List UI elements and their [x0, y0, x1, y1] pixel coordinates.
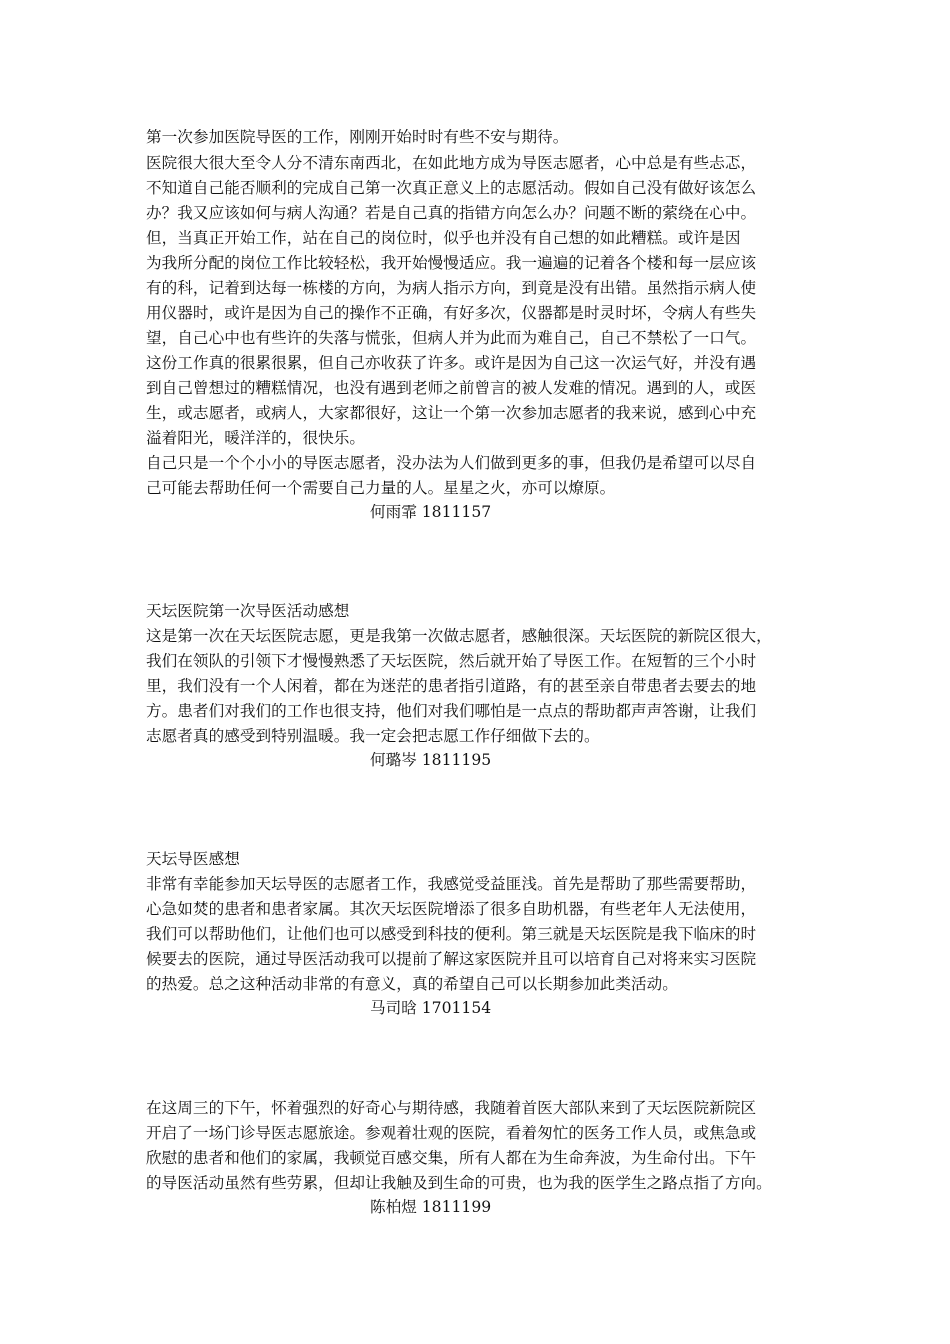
essay-4-line-1: 在这周三的下午，怀着强烈的好奇心与期待感，我随着首医大部队来到了天坛医院新院区	[146, 1099, 757, 1117]
essay-4-signature: 陈柏煜 1811199	[370, 1198, 492, 1216]
essay-1-line-13: 溢着阳光，暖洋洋的，很快乐。	[146, 429, 366, 447]
essay-2-title: 天坛医院第一次导医活动感想	[146, 602, 350, 620]
essay-2-signature: 何璐岑 1811195	[370, 751, 492, 769]
essay-1-line-10: 这份工作真的很累很累，但自己亦收获了许多。或许是因为自己这一次运气好，并没有遇	[146, 354, 757, 372]
essay-3-line-1: 非常有幸能参加天坛导医的志愿者工作，我感觉受益匪浅。首先是帮助了那些需要帮助，	[146, 875, 757, 893]
essay-3-signature: 马司晗 1701154	[370, 999, 492, 1017]
essay-1-line-7: 有的科，记着到达每一栋楼的方向，为病人指示方向，到竟是没有出错。虽然指示病人使	[146, 279, 757, 297]
essay-1-line-14: 自己只是一个个小小的导医志愿者，没办法为人们做到更多的事，但我仍是希望可以尽自	[146, 454, 757, 472]
essay-1-line-12: 生，或志愿者，或病人，大家都很好，这让一个第一次参加志愿者的我来说，感到心中充	[146, 404, 757, 422]
essay-1-line-3: 不知道自己能否顺利的完成自己第一次真正意义上的志愿活动。假如自己没有做好该怎么	[146, 179, 757, 197]
essay-1-line-15: 己可能去帮助任何一个需要自己力量的人。星星之火，亦可以燎原。	[146, 479, 616, 497]
essay-2-line-4: 方。患者们对我们的工作也很支持，他们对我们哪怕是一点点的帮助都声声答谢，让我们	[146, 702, 757, 720]
essay-1-line-11: 到自己曾想过的糟糕情况，也没有遇到老师之前曾言的被人发难的情况。遇到的人，或医	[146, 379, 757, 397]
essay-4-line-3: 欣慰的患者和他们的家属，我顿觉百感交集，所有人都在为生命奔波，为生命付出。下午	[146, 1149, 757, 1167]
essay-2-line-3: 里，我们没有一个人闲着，都在为迷茫的患者指引道路，有的甚至亲自带患者去要去的地	[146, 677, 757, 695]
essay-1-line-1: 第一次参加医院导医的工作，刚刚开始时时有些不安与期待。	[146, 128, 569, 146]
essay-3-line-2: 心急如焚的患者和患者家属。其次天坛医院增添了很多自助机器，有些老年人无法使用，	[146, 900, 757, 918]
essay-1-line-2: 医院很大很大至令人分不清东南西北，在如此地方成为导医志愿者，心中总是有些忐忑，	[146, 154, 757, 172]
essay-3-line-4: 候要去的医院，通过导医活动我可以提前了解这家医院并且可以培育自己对将来实习医院	[146, 950, 757, 968]
essay-3-title: 天坛导医感想	[146, 850, 240, 868]
essay-1-signature: 何雨霏 1811157	[370, 503, 492, 521]
essay-1-line-4: 办？我又应该如何与病人沟通？若是自己真的指错方向怎么办？问题不断的萦绕在心中。	[146, 204, 757, 222]
essay-2-line-1: 这是第一次在天坛医院志愿，更是我第一次做志愿者，感触很深。天坛医院的新院区很大，	[146, 627, 772, 645]
essay-1-line-8: 用仪器时，或许是因为自己的操作不正确，有好多次，仪器都是时灵时坏，令病人有些失	[146, 304, 757, 322]
essay-4-line-4: 的导医活动虽然有些劳累，但却让我触及到生命的可贵，也为我的医学生之路点指了方向。	[146, 1174, 772, 1192]
essay-3-line-3: 我们可以帮助他们，让他们也可以感受到科技的便利。第三就是天坛医院是我下临床的时	[146, 925, 757, 943]
essay-1-line-5: 但，当真正开始工作，站在自己的岗位时，似乎也并没有自己想的如此糟糕。或许是因	[146, 229, 741, 247]
essay-4-line-2: 开启了一场门诊导医志愿旅途。参观着壮观的医院，看着匆忙的医务工作人员，或焦急或	[146, 1124, 757, 1142]
essay-2-line-5: 志愿者真的感受到特别温暖。我一定会把志愿工作仔细做下去的。	[146, 727, 600, 745]
essay-1-line-9: 望，自己心中也有些许的失落与慌张，但病人并为此而为难自己，自己不禁松了一口气。	[146, 329, 757, 347]
essay-2-line-2: 我们在领队的引领下才慢慢熟悉了天坛医院，然后就开始了导医工作。在短暂的三个小时	[146, 652, 757, 670]
essay-1-line-6: 为我所分配的岗位工作比较轻松，我开始慢慢适应。我一遍遍的记着各个楼和每一层应该	[146, 254, 757, 272]
essay-3-line-5: 的热爱。总之这种活动非常的有意义，真的希望自己可以长期参加此类活动。	[146, 975, 678, 993]
